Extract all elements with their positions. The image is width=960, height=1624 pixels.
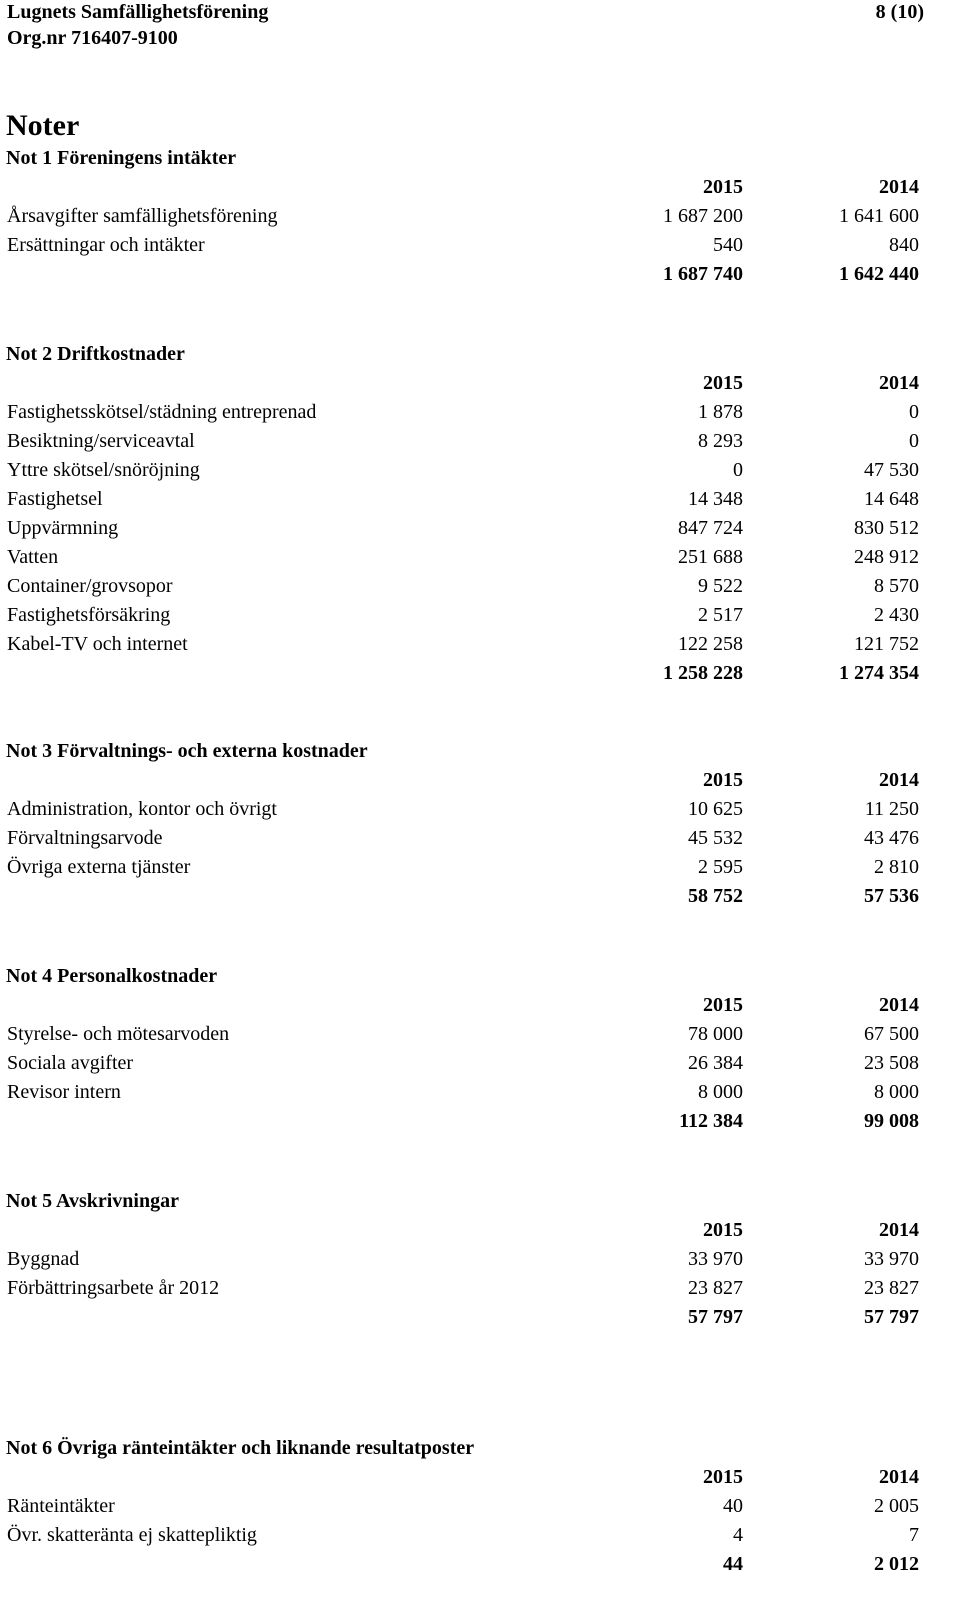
note-title: Not 4 Personalkostnader [6, 965, 218, 987]
table-row [0, 485, 960, 514]
value-2014: 47 530 [864, 459, 919, 481]
value-2015: 2 517 [698, 604, 743, 626]
total-2014: 57 536 [864, 885, 919, 907]
value-2015: 33 970 [688, 1248, 743, 1270]
value-2015: 8 293 [698, 430, 743, 452]
row-label: Styrelse- och mötesarvoden [7, 1023, 230, 1045]
total-2014: 2 012 [874, 1553, 919, 1575]
year-header-row [0, 369, 960, 398]
row-label: Besiktning/serviceavtal [7, 430, 195, 452]
row-label: Container/grovsopor [7, 575, 173, 597]
row-label: Byggnad [7, 1248, 80, 1270]
row-label: Fastighetsel [7, 488, 103, 510]
value-2014: 1 641 600 [839, 205, 919, 227]
value-2014: 248 912 [854, 546, 919, 568]
value-2015: 847 724 [678, 517, 743, 539]
value-2015: 14 348 [688, 488, 743, 510]
year-2015: 2015 [703, 1219, 743, 1241]
table-row [0, 1020, 960, 1049]
value-2015: 9 522 [698, 575, 743, 597]
value-2014: 2 810 [874, 856, 919, 878]
year-2015: 2015 [703, 994, 743, 1016]
note-title: Not 1 Föreningens intäkter [6, 147, 237, 169]
value-2014: 830 512 [854, 517, 919, 539]
org-name: Lugnets Samfällighetsförening [7, 1, 269, 23]
year-header-row [0, 1463, 960, 1492]
year-header-row [0, 991, 960, 1020]
value-2014: 2 005 [874, 1495, 919, 1517]
total-row [0, 1303, 960, 1332]
year-header-row [0, 173, 960, 202]
year-2014: 2014 [879, 769, 919, 791]
table-row [0, 1078, 960, 1107]
row-label: Sociala avgifter [7, 1052, 134, 1074]
value-2014: 0 [909, 430, 919, 452]
note-title: Not 6 Övriga ränteintäkter och liknande resultatposter [6, 1437, 475, 1459]
total-2015: 1 258 228 [663, 662, 743, 684]
year-2015: 2015 [703, 176, 743, 198]
table-row [0, 1049, 960, 1078]
value-2014: 23 827 [864, 1277, 919, 1299]
row-label: Fastighetsskötsel/städning entreprenad [7, 401, 317, 423]
total-row [0, 659, 960, 688]
value-2014: 43 476 [864, 827, 919, 849]
table-row [0, 398, 960, 427]
value-2015: 78 000 [688, 1023, 743, 1045]
total-row [0, 1107, 960, 1136]
total-2014: 1 274 354 [839, 662, 919, 684]
value-2014: 8 000 [874, 1081, 919, 1103]
table-row [0, 824, 960, 853]
value-2014: 0 [909, 401, 919, 423]
row-label: Förbättringsarbete år 2012 [7, 1277, 220, 1299]
value-2015: 10 625 [688, 798, 743, 820]
table-row [0, 456, 960, 485]
value-2014: 11 250 [864, 798, 919, 820]
note-title: Not 5 Avskrivningar [6, 1190, 179, 1212]
year-2015: 2015 [703, 769, 743, 791]
page-number: 8 (10) [875, 1, 924, 23]
total-2014: 99 008 [864, 1110, 919, 1132]
value-2014: 67 500 [864, 1023, 919, 1045]
value-2015: 0 [733, 459, 743, 481]
table-row [0, 572, 960, 601]
value-2014: 23 508 [864, 1052, 919, 1074]
value-2014: 840 [889, 234, 919, 256]
row-label: Uppvärmning [7, 517, 119, 539]
row-label: Fastighetsförsäkring [7, 604, 171, 626]
row-label: Övr. skatteränta ej skattepliktig [7, 1524, 257, 1546]
value-2015: 1 687 200 [663, 205, 743, 227]
value-2014: 121 752 [854, 633, 919, 655]
value-2014: 14 648 [864, 488, 919, 510]
year-header-row [0, 1216, 960, 1245]
table-row [0, 231, 960, 260]
value-2015: 26 384 [688, 1052, 743, 1074]
table-row [0, 795, 960, 824]
note-title: Not 3 Förvaltnings- och externa kostnader [6, 740, 368, 762]
table-row [0, 630, 960, 659]
row-label: Ersättningar och intäkter [7, 234, 205, 256]
row-label: Revisor intern [7, 1081, 121, 1103]
total-2015: 112 384 [679, 1110, 743, 1132]
row-label: Yttre skötsel/snöröjning [7, 459, 200, 481]
table-row [0, 1521, 960, 1550]
year-2014: 2014 [879, 176, 919, 198]
total-2014: 57 797 [864, 1306, 919, 1328]
value-2015: 45 532 [688, 827, 743, 849]
section-title: Noter [6, 109, 80, 142]
value-2015: 40 [723, 1495, 743, 1517]
value-2015: 4 [733, 1524, 743, 1546]
table-row [0, 427, 960, 456]
value-2015: 122 258 [678, 633, 743, 655]
year-2015: 2015 [703, 1466, 743, 1488]
total-2015: 44 [723, 1553, 743, 1575]
row-label: Ränteintäkter [7, 1495, 115, 1517]
total-2015: 1 687 740 [663, 263, 743, 285]
value-2014: 2 430 [874, 604, 919, 626]
total-row [0, 260, 960, 289]
value-2014: 33 970 [864, 1248, 919, 1270]
year-2014: 2014 [879, 1466, 919, 1488]
table-row [0, 202, 960, 231]
table-row [0, 514, 960, 543]
value-2015: 23 827 [688, 1277, 743, 1299]
year-2014: 2014 [879, 372, 919, 394]
value-2015: 540 [713, 234, 743, 256]
value-2014: 7 [909, 1524, 919, 1546]
table-row [0, 543, 960, 572]
table-row [0, 1492, 960, 1521]
value-2015: 8 000 [698, 1081, 743, 1103]
total-row [0, 882, 960, 911]
table-row [0, 601, 960, 630]
total-row [0, 1550, 960, 1579]
row-label: Övriga externa tjänster [7, 856, 191, 878]
value-2015: 2 595 [698, 856, 743, 878]
total-2015: 57 797 [688, 1306, 743, 1328]
table-row [0, 1245, 960, 1274]
row-label: Förvaltningsarvode [7, 827, 163, 849]
note-title: Not 2 Driftkostnader [6, 343, 185, 365]
row-label: Administration, kontor och övrigt [7, 798, 277, 820]
table-row [0, 1274, 960, 1303]
row-label: Vatten [7, 546, 59, 568]
table-row [0, 853, 960, 882]
total-2015: 58 752 [688, 885, 743, 907]
value-2015: 251 688 [678, 546, 743, 568]
year-2015: 2015 [703, 372, 743, 394]
row-label: Årsavgifter samfällighetsförening [7, 205, 278, 227]
value-2014: 8 570 [874, 575, 919, 597]
org-number: Org.nr 716407-9100 [7, 27, 178, 49]
year-header-row [0, 766, 960, 795]
year-2014: 2014 [879, 994, 919, 1016]
year-2014: 2014 [879, 1219, 919, 1241]
row-label: Kabel-TV och internet [7, 633, 188, 655]
total-2014: 1 642 440 [839, 263, 919, 285]
value-2015: 1 878 [698, 401, 743, 423]
